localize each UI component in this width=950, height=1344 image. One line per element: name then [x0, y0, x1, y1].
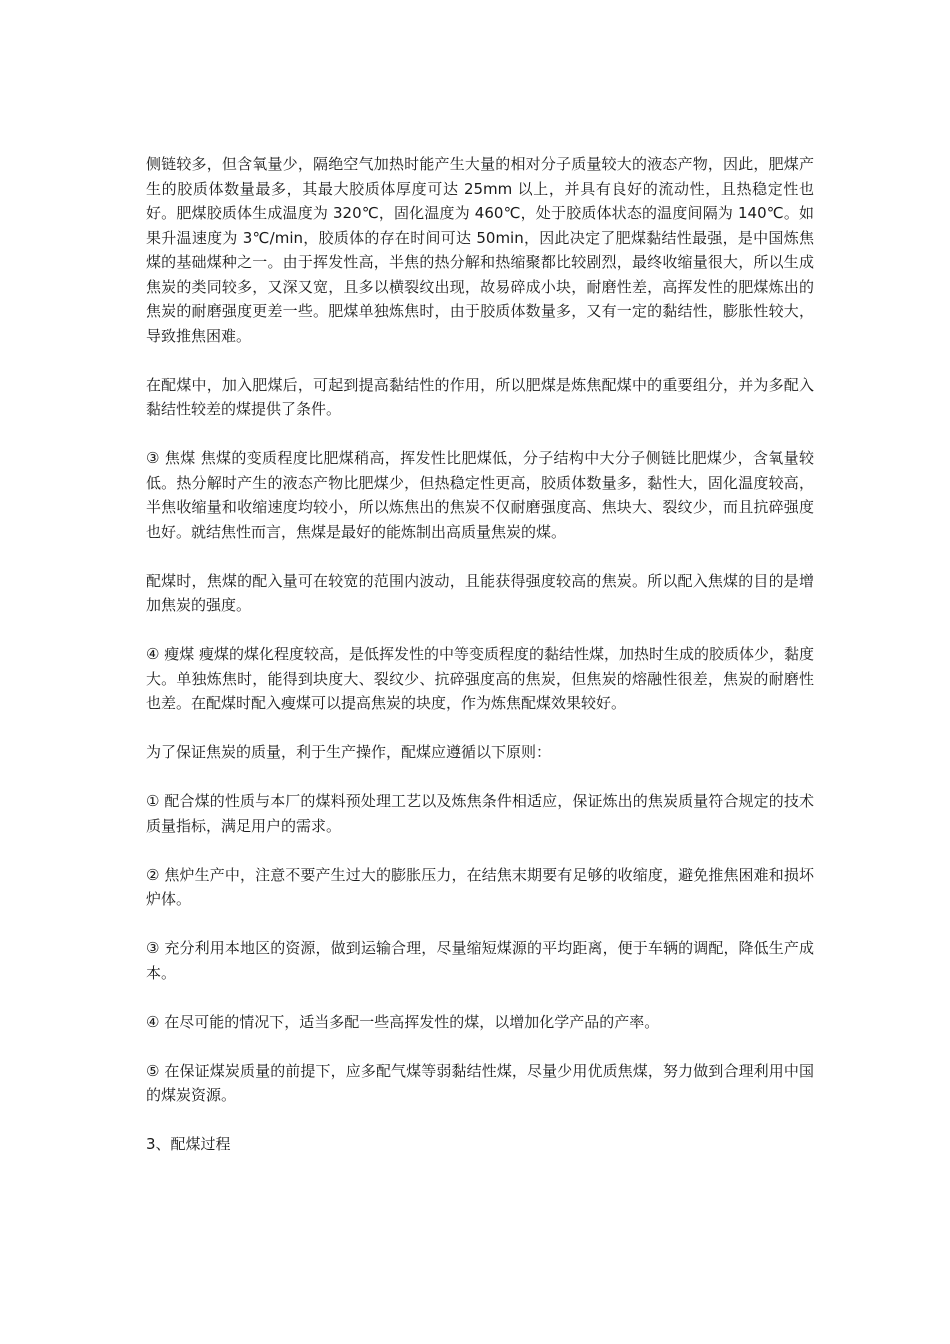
paragraph-fat-coal-blending: 在配煤中，加入肥煤后，可起到提高黏结性的作用，所以肥煤是炼焦配煤中的重要组分，并为多配入黏结性较差的煤提供了条件。: [146, 375, 814, 418]
paragraph-lean-coal: ④ 瘦煤 瘦煤的煤化程度较高，是低挥发性的中等变质程度的黏结性煤，加热时生成的胶质体少，黏度大。单独炼焦时，能得到块度大、裂纹少、抗碎强度高的焦炭，但焦炭的熔融性很差，焦炭的耐磨性也差。在配煤时配入瘦煤可以提高焦炭的块度，作为炼焦配煤效果较好。: [146, 645, 814, 712]
paragraph-coking-coal-blending: 配煤时，焦煤的配入量可在较宽的范围内波动，且能获得强度较高的焦炭。所以配入焦煤的目的是增加焦炭的强度。: [146, 571, 814, 614]
paragraph-fat-coal-properties: 侧链较多，但含氧量少，隔绝空气加热时能产生大量的相对分子质量较大的液态产物，因此，肥煤产生的胶质体数量最多，其最大胶质体厚度可达 25mm 以上，并具有良好的流动性，且热稳定性也好。肥煤胶质体生成温度为 320℃，固化温度为 460℃，处于胶质体状态的温度间隔为 140℃。如果升温速度为 3℃/min，胶质体的存在时间可达 50min，因此决定了肥煤黏结性最强，是中国炼焦煤的基础煤种之一。由于挥发性高，半焦的热分解和热缩聚都比较剧烈，最终收缩量很大，所以生成焦炭的类同较多，又深又宽，且多以横裂纹出现，故易碎成小块，耐磨性差，高挥发性的肥煤炼出的焦炭的耐磨强度更差一些。肥煤单独炼焦时，由于胶质体数量多，又有一定的黏结性，膨胀性较大，导致推焦困难。: [146, 155, 814, 345]
document-body: [146, 152, 814, 1157]
list-item-principle-4: ④ 在尽可能的情况下，适当多配一些高挥发性的煤，以增加化学产品的产率。: [146, 1012, 660, 1031]
paragraph-coking-coal: ③ 焦煤 焦煤的变质程度比肥煤稍高，挥发性比肥煤低，分子结构中大分子侧链比肥煤少，含氧量较低。热分解时产生的液态产物比肥煤少，但热稳定性更高，胶质体数量多，黏性大，固化温度较高，半焦收缩量和收缩速度均较小，所以炼焦出的焦炭不仅耐磨强度高、焦块大、裂纹少，而且抗碎强度也好。就结焦性而言，焦煤是最好的能炼制出高质量焦炭的煤。: [146, 449, 814, 541]
list-item-principle-3: ③ 充分利用本地区的资源，做到运输合理，尽量缩短煤源的平均距离，便于车辆的调配，降低生产成本。: [146, 939, 814, 982]
list-item-principle-5: ⑤ 在保证煤炭质量的前提下，应多配气煤等弱黏结性煤，尽量少用优质焦煤，努力做到合理利用中国的煤炭资源。: [146, 1061, 814, 1104]
list-item-principle-1: ① 配合煤的性质与本厂的煤料预处理工艺以及炼焦条件相适应，保证炼出的焦炭质量符合规定的技术质量指标，满足用户的需求。: [146, 792, 814, 835]
paragraph-blending-principles-intro: 为了保证焦炭的质量，利于生产操作，配煤应遵循以下原则：: [146, 743, 552, 761]
section-heading-blending-process: 3、配煤过程: [146, 1135, 231, 1153]
list-item-principle-2: ② 焦炉生产中，注意不要产生过大的膨胀压力，在结焦末期要有足够的收缩度，避免推焦困难和损坏炉体。: [146, 865, 814, 908]
